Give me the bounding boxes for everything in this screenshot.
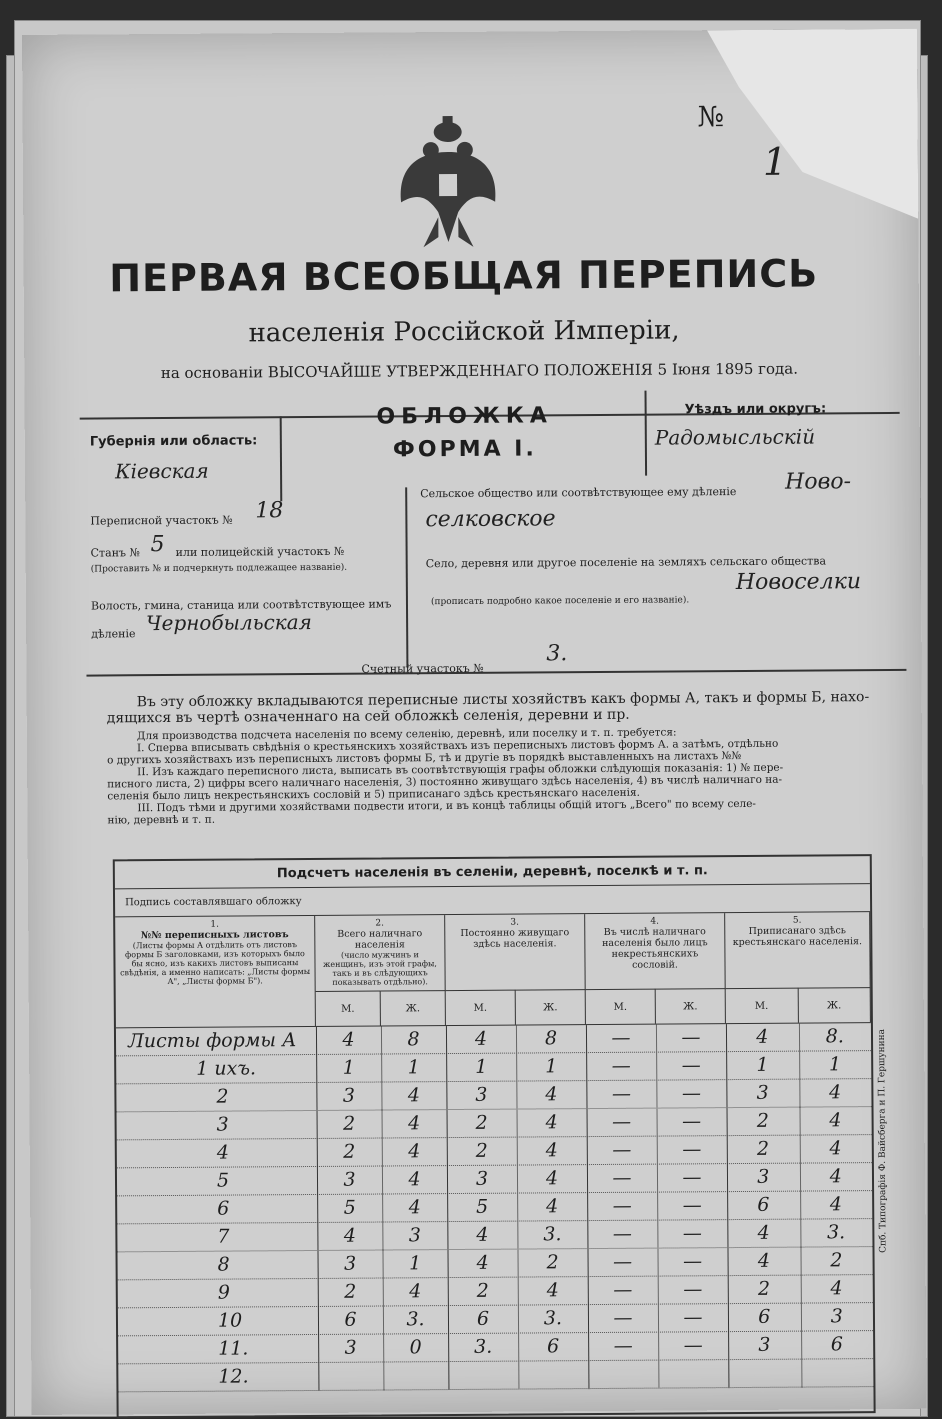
cell-value: — [656, 1082, 726, 1104]
instruction-line: дящихся въ чертѣ означеннаго на сей обложкѣ селенія, деревни и пр. [107, 705, 907, 727]
cell-value: 1 [383, 1252, 448, 1274]
cell-value: 3. [518, 1307, 588, 1329]
column-header [725, 912, 871, 988]
row-label: 7 [217, 1226, 229, 1248]
cell-value: — [656, 1026, 726, 1048]
cell-value: 3 [726, 1082, 799, 1105]
cell-value: 3 [382, 1224, 447, 1246]
cell-value: 2 [728, 1278, 801, 1301]
cell-value: 5 [317, 1197, 382, 1219]
form-title: ФОРМА І. [305, 436, 625, 463]
cell-value: 4 [517, 1111, 587, 1133]
society-label: Сельское общество или соотвѣтствующее ему дѣленіе [420, 485, 736, 500]
cell-value: 2 [727, 1138, 800, 1161]
cell-value: 4 [518, 1279, 588, 1301]
row-label: 3 [217, 1114, 229, 1136]
male-subheader: М. [446, 990, 516, 1025]
census-section-value: 18 [255, 498, 283, 523]
uezd-label: Уѣздъ или округъ: [685, 401, 827, 417]
table-body [116, 1023, 874, 1392]
column-label: №№ переписныхъ листовъ [118, 929, 311, 941]
gubernia-value: Кіевская [115, 459, 209, 484]
cell-value: 1 [316, 1057, 381, 1079]
row-label: 12. [218, 1365, 248, 1387]
cell-value: 3 [317, 1169, 382, 1191]
cell-value: 4 [799, 1137, 872, 1160]
cell-value: 2 [318, 1281, 383, 1303]
male-subheader: М. [316, 991, 381, 1026]
column-number: 1. [118, 919, 311, 930]
instructions [107, 689, 908, 827]
column-label: Постоянно живущаго здѣсь населенія. [448, 927, 581, 950]
cell-value: 4 [517, 1139, 587, 1161]
census-section-label: Переписной участокъ № [90, 514, 232, 528]
female-subheader: Ж. [798, 987, 871, 1023]
cell-value: 1 [446, 1056, 516, 1078]
column-number: 5. [728, 915, 866, 926]
cell-value: — [587, 1167, 657, 1189]
female-subheader: Ж. [656, 988, 726, 1023]
cell-value: 2 [317, 1141, 382, 1163]
volost-label: Волость, гмина, станица или соотвѣтствующее имъ [91, 597, 391, 612]
column-header [585, 913, 726, 989]
volost-value: Чернобыльская [146, 610, 312, 635]
number-label: № [697, 100, 724, 133]
cell-value: 4 [517, 1195, 587, 1217]
cell-value: 8 [516, 1027, 586, 1049]
row-label: 1 ихъ. [196, 1057, 256, 1079]
cell-value: 3. [448, 1336, 518, 1358]
cell-value: 4 [799, 1081, 872, 1104]
cell-value: 3 [447, 1168, 517, 1190]
cell-value: — [588, 1251, 658, 1273]
cell-value: — [586, 1083, 656, 1105]
cell-value: 0 [383, 1336, 448, 1358]
column-label: Въ числѣ наличнаго населенія было лицъ некрестьянскихъ сословій. [588, 926, 721, 971]
cell-value: — [658, 1278, 728, 1300]
row-label: 2 [216, 1086, 228, 1108]
cell-value: 4 [800, 1193, 873, 1216]
cell-value: 3 [727, 1166, 800, 1189]
police-section-label: или полицейскій участокъ № [176, 545, 345, 559]
imperial-eagle-emblem [393, 112, 504, 253]
rule [86, 669, 906, 677]
cell-value: — [587, 1139, 657, 1161]
cell-value: 4 [517, 1167, 587, 1189]
gubernia-label: Губернія или область: [90, 433, 258, 449]
cell-value: 4 [799, 1165, 872, 1188]
cell-value: 6 [448, 1308, 518, 1330]
cell-value: 6 [728, 1306, 801, 1329]
cell-value: — [588, 1307, 658, 1329]
village-note: (прописать подробно какое поселеніе и его названіе). [431, 595, 689, 607]
cell-value: 2 [727, 1110, 800, 1133]
column-label: Всего наличнаго населенія [318, 928, 441, 951]
count-section-value: 3. [546, 641, 567, 666]
row-label: 10 [218, 1309, 242, 1331]
cell-value: 2 [447, 1140, 517, 1162]
rule [644, 391, 647, 476]
cell-value: 1 [726, 1054, 799, 1077]
table-title: Подсчетъ населенія въ селеніи, деревнѣ, поселкѣ и т. п. [115, 856, 870, 889]
census-cover-sheet [22, 29, 927, 1415]
column-number: 3. [448, 917, 581, 928]
stan-note: (Проставить № и подчеркнуть подлежащее названіе). [91, 563, 348, 575]
signature-label: Подпись составлявшаго обложку [115, 884, 870, 917]
row-label: 4 [217, 1142, 229, 1164]
cell-value: 2 [800, 1249, 873, 1272]
row-label: 9 [218, 1282, 230, 1304]
cell-value: 3. [383, 1308, 448, 1330]
row-label: 6 [217, 1198, 229, 1220]
cell-value: — [588, 1279, 658, 1301]
cell-value: 4 [382, 1140, 447, 1162]
cell-value: 6 [801, 1333, 874, 1356]
cell-value: 3 [728, 1334, 801, 1357]
cell-value: — [657, 1194, 727, 1216]
instruction-line: І. Сперва вписывать свѣдѣнія о крестьянскихъ хозяйствахъ изъ переписныхъ листовъ формъ А. а затѣмъ, отдѣльно [107, 737, 907, 755]
cell-value: — [588, 1335, 658, 1357]
cell-value: 8 [381, 1028, 446, 1050]
cell-value: 3 [446, 1084, 516, 1106]
cell-value: 2 [447, 1112, 517, 1134]
cell-value: 3. [517, 1223, 587, 1245]
instruction-line: нію, деревнѣ и т. п. [107, 809, 907, 827]
folded-corner [707, 29, 918, 220]
cell-value: — [657, 1138, 727, 1160]
cell-value: — [586, 1055, 656, 1077]
village-label: Село, деревня или другое поселеніе на земляхъ сельскаго общества [426, 554, 826, 570]
instruction-line: о другихъ хозяйствахъ изъ переписныхъ листовъ формы Б, тѣ и другіе въ порядкѣ выставленныхъ на листахъ №№ [107, 749, 907, 767]
cell-value: — [657, 1166, 727, 1188]
column-note: (число мужчинъ и женщинъ, изъ этой графы, такъ и въ слѣдующихъ показывать отдѣльно). [318, 950, 441, 987]
column-note: (Листы формы А отдѣлить отъ листовъ формы Б заголовками, изъ которыхъ было бы ясно, изъ какихъ листовъ выписаны свѣдѣнія, а именно написать: „Листы формы А", „Листы формы Б"). [118, 940, 311, 986]
cell-value: 2 [317, 1113, 382, 1135]
cell-value: — [658, 1250, 728, 1272]
cell-value: 4 [382, 1196, 447, 1218]
male-subheader: М. [586, 989, 656, 1024]
cell-value: 4 [383, 1280, 448, 1302]
male-subheader: М. [726, 988, 799, 1024]
column-number: 2. [318, 918, 441, 929]
cell-value: 4 [381, 1084, 446, 1106]
cell-value: 4 [799, 1109, 872, 1132]
cell-value: 1 [799, 1053, 872, 1076]
cell-value: 1 [381, 1056, 446, 1078]
cell-value: 1 [516, 1055, 586, 1077]
document-number: 1 [763, 140, 787, 184]
society-value-b: селковское [425, 506, 555, 532]
cell-value: 6 [727, 1194, 800, 1217]
cell-value: 4 [516, 1083, 586, 1105]
cell-value: 4 [728, 1250, 801, 1273]
cell-value: — [656, 1054, 726, 1076]
cell-value: 4 [727, 1222, 800, 1245]
society-value-a: Ново- [785, 469, 851, 494]
female-subheader: Ж. [516, 989, 586, 1024]
cell-value: — [658, 1334, 728, 1356]
rule [405, 487, 408, 667]
cell-value: 4 [447, 1224, 517, 1246]
instruction-line: ІІІ. Подъ тѣми и другими хозяйствами подвести итоги, и въ концѣ таблицы общій итогъ „Всего" по всему селе- [107, 797, 907, 815]
village-value: Новоселки [736, 569, 861, 595]
cell-value: — [587, 1195, 657, 1217]
cell-value: 3 [318, 1337, 383, 1359]
cell-value: 3 [800, 1305, 873, 1328]
cell-value: — [657, 1222, 727, 1244]
document-title: ПЕРВАЯ ВСЕОБЩАЯ ПЕРЕПИСЬ [24, 251, 904, 301]
cell-value: 4 [800, 1277, 873, 1300]
column-label: Приписанаго здѣсь крестьянскаго населенія. [728, 925, 866, 948]
cell-value: 4 [316, 1029, 381, 1051]
cell-value: — [587, 1223, 657, 1245]
table-header [115, 912, 871, 1028]
instruction-line: Для производства подсчета населенія по всему селенію, деревнѣ, или поселку и т. п. требуется: [107, 725, 907, 743]
cell-value: 4 [448, 1252, 518, 1274]
instruction-line: Въ эту обложку вкладываются переписные листы хозяйствъ какъ формы А, такъ и формы Б, нахо- [107, 689, 907, 711]
cell-value: — [587, 1111, 657, 1133]
instruction-line: писного листа, 2) цифры всего наличнаго населенія, 3) постоянно живущаго здѣсь населенія, 4) въ числѣ наличнаго на- [107, 773, 907, 791]
female-subheader: Ж. [381, 990, 446, 1025]
cell-value: 2 [518, 1251, 588, 1273]
cell-value [801, 1361, 873, 1362]
population-table [113, 854, 876, 1418]
cell-value: 3. [800, 1221, 873, 1244]
cell-value [728, 1362, 800, 1363]
cell-value: 2 [448, 1280, 518, 1302]
cover-title: ОБЛОЖКА [305, 403, 625, 430]
row-label: 5 [217, 1170, 229, 1192]
column-header [315, 915, 446, 991]
cell-value: 5 [447, 1196, 517, 1218]
cell-value: 4 [382, 1112, 447, 1134]
cell-value: 6 [518, 1335, 588, 1357]
row-label: 11. [218, 1337, 248, 1359]
cell-value: — [657, 1110, 727, 1132]
volost-label-b: дѣленіе [91, 627, 135, 640]
instruction-line: ІІ. Изъ каждаго переписного листа, выписать въ соотвѣтствующія графы обложки слѣдующія показанія: 1) № пере- [107, 761, 907, 779]
stan-value: 5 [150, 532, 164, 557]
document-subtitle: населенія Россійской Имперіи, [24, 314, 904, 350]
cell-value: 4 [726, 1026, 799, 1049]
row-label: Листы формы А [128, 1029, 297, 1052]
cell-value: — [658, 1306, 728, 1328]
stan-label: Станъ № [91, 546, 140, 559]
cell-value: 4 [317, 1225, 382, 1247]
cell-value: 3 [316, 1085, 381, 1107]
column-header [115, 916, 316, 1027]
uezd-value: Радомысльскій [655, 424, 815, 449]
instruction-line: селенія было лицъ некрестьянскихъ сословій и 5) приписанаго здѣсь крестьянскаго населенія. [107, 785, 907, 803]
count-section-label: Счетный участокъ № [361, 662, 483, 676]
row-label: 8 [218, 1254, 230, 1276]
cell-value: 6 [318, 1309, 383, 1331]
printer-imprint: Спб. Типографія Ф. Вайсберга и П. Гершунина [877, 1029, 889, 1253]
cell-value: 4 [446, 1028, 516, 1050]
column-number: 4. [588, 916, 721, 927]
rule [280, 416, 283, 501]
cell-value: — [586, 1027, 656, 1049]
legal-basis: на основаніи ВЫСОЧАЙШЕ УТВЕРЖДЕННАГО ПОЛОЖЕНІЯ 5 Іюня 1895 года. [54, 359, 904, 383]
cell-value: 4 [382, 1168, 447, 1190]
cell-value: 3 [318, 1253, 383, 1275]
cell-value: 8. [798, 1025, 871, 1048]
column-header [445, 914, 586, 990]
table-row [118, 1359, 873, 1392]
